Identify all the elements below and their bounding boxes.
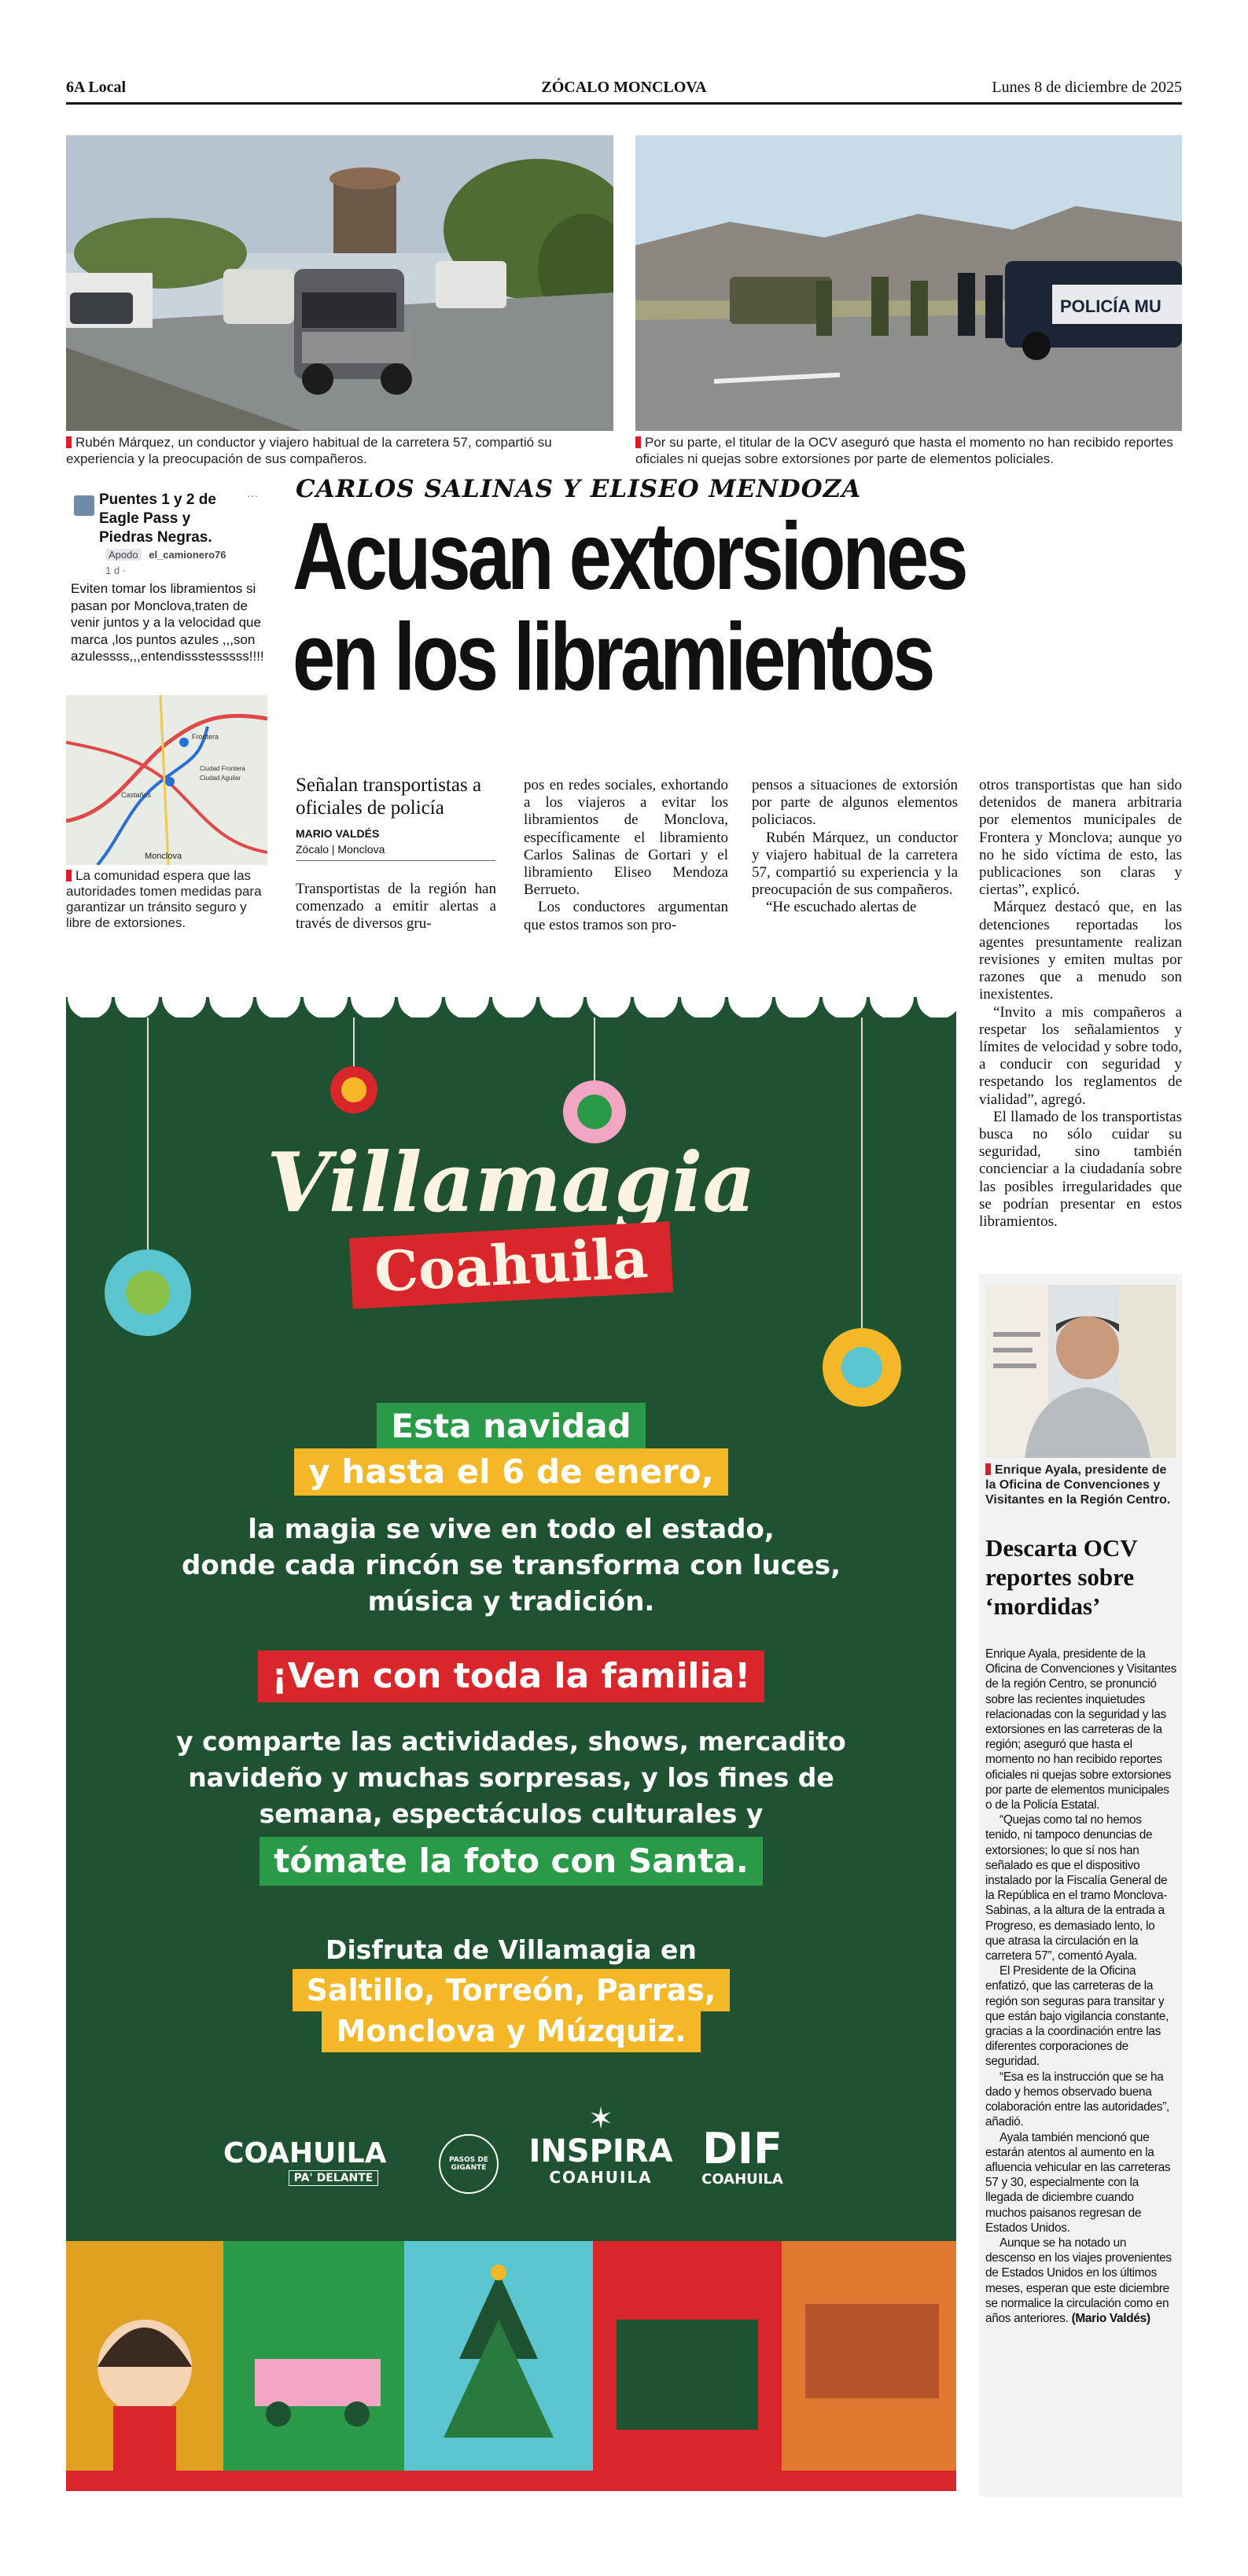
ad-para1: la magia se vive en todo el estado, [248, 1514, 775, 1545]
ad-cities2: Monclova y Múzquiz. [322, 2010, 700, 2052]
map-label-ciudad-aguilar: Ciudad Aguilar [200, 775, 241, 782]
page-header [66, 79, 1182, 104]
headline-line-1: Acusan extorsiones [293, 502, 966, 609]
logo-inspira-star-icon: ✶ [588, 2101, 613, 2136]
ad-santa: tómate la foto con Santa. [260, 1837, 762, 1886]
ad-line1-wrap [66, 1403, 956, 1450]
ad-title: Villamagia [267, 1134, 756, 1231]
logo-pasos-text: PASOS DE GIGANTE [448, 2156, 489, 2172]
logo-pasos-gigante [439, 2134, 499, 2194]
logo-coahuila-text: COAHUILA [223, 2137, 387, 2169]
ad-line2-wrap [66, 1448, 956, 1496]
post-author-row [105, 549, 226, 561]
col4-p1: otros transportistas que han sido detenidos de manera arbitraria por elementos municipales de Frontera y Monclova; aunque yo no he sido víctima de esto, las publicaciones son claras y ciertas”, explicó. [979, 777, 1182, 899]
article-kicker: CARLOS SALINAS Y ELISEO MENDOZA [296, 475, 862, 503]
ad-para2: donde cada rincón se transforma con luces, [182, 1550, 841, 1581]
issue-date: Lunes 8 de diciembre de 2025 [992, 79, 1182, 96]
ad-santa-wrap [66, 1837, 956, 1886]
ad-cities1: Saltillo, Torreón, Parras, [293, 1969, 731, 2011]
ad-illustration-strip [66, 2241, 956, 2491]
section-label: 6A Local [66, 79, 127, 96]
ad-cta-wrap [66, 1650, 956, 1702]
ad-body2: navideño y muchas sorpresas, y los fines de [188, 1762, 834, 1793]
ad-body3: semana, espectáculos culturales y [259, 1798, 764, 1829]
byline-rule [296, 860, 495, 861]
map-label-monclova: Monclova [145, 852, 182, 861]
sidebar-p6: Aunque se ha notado un descenso en los viajes provenientes de Estados Unidos en los últimos meses, esperan que este diciembre se normalice la circulación como en años anteriores. [985, 2236, 1172, 2325]
post-menu-icon[interactable]: ··· [247, 489, 258, 502]
photo-caption-right: Por su parte, el titular de la OCV aseguró que hasta el momento no han recibido reportes oficiales ni quejas sobre extorsiones por parte de elementos policiales. [635, 434, 1182, 467]
police-car-label: POLICÍA MU [1060, 296, 1161, 316]
logo-dif-sub: COAHUILA [701, 2171, 783, 2188]
article-col-4 [979, 777, 1182, 1231]
ad-line1: Esta navidad [377, 1403, 645, 1450]
article-section: Zócalo | Monclova [296, 843, 385, 856]
sidebar-body [985, 1647, 1177, 2326]
col2-p2: Los conductores argumentan que estos tramos son pro- [524, 899, 728, 933]
article-col-3 [752, 777, 958, 917]
logo-dif-text: DIF [702, 2124, 782, 2173]
col4-p3: “Invito a mis compañeros a respetar los señalamientos y límites de velocidad y sobre todo, a conducir con seguridad y respetando los reglamentos de vialidad”, agregó. [979, 1003, 1182, 1108]
col4-p4: El llamado de los transportistas busca no sólo cuidar su seguridad, sino también concienciar a la ciudadanía sobre las posibles irregularidades que se podrían presentar en estos libramientos. [979, 1108, 1182, 1231]
newspaper-name: ZÓCALO MONCLOVA [541, 79, 707, 96]
ad-cities2-wrap [66, 2010, 956, 2052]
sidebar-credit: (Mario Valdés) [1071, 2311, 1150, 2325]
photo-caption-left: Rubén Márquez, un conductor y viajero habitual de la carretera 57, compartió su experiencia y la preocupación de sus compañeros. [66, 434, 613, 467]
logo-inspira [522, 2103, 679, 2186]
social-post [66, 488, 267, 865]
route-map [66, 695, 267, 865]
header-rule [66, 102, 1182, 105]
social-caption: La comunidad espera que las autoridades tomen medidas para garantizar un tránsito seguro y libre de extorsiones. [66, 868, 271, 931]
logo-coahuila [223, 2137, 387, 2186]
ad-cta: ¡Ven con toda la familia! [258, 1650, 765, 1702]
logo-coahuila-sub: PA' DELANTE [289, 2170, 379, 2186]
article-col-1 [296, 881, 496, 933]
sidebar-p4: “Esa es la instrucción que se ha dado y hemos observado buena colaboración entre las autoridades”, añadió. [985, 2070, 1169, 2129]
col1-p1: Transportistas de la región han comenzado a emitir alertas a través de diversos gru- [296, 881, 496, 933]
ad-subtitle-wrap [66, 1224, 956, 1305]
sidebar-p3: El Presidente de la Oficina enfatizó, que las carreteras de la región son seguras para transitar y que están bajo vigilancia constante, gracias a la coordinación entre las diferentes corporaciones de seguridad. [985, 1964, 1169, 2069]
logo-inspira-sub: COAHUILA [549, 2168, 653, 2187]
post-text: Eviten tomar los libramientos si pasan por Monclova,traten de venir juntos y a la velocidad que marca ,los puntos azules ,,,son azulessss,,,entendissstesssss!!!! [71, 581, 264, 664]
sidebar-headline: Descarta OCV reportes sobre ‘mordidas’ [985, 1534, 1138, 1620]
col3-p1: pensos a situaciones de extorsión por parte de algunos elementos policiacos. [752, 777, 958, 829]
sidebar-caption: Enrique Ayala, presidente de la Oficina de Convenciones y Visitantes en la Región Centro. [985, 1463, 1176, 1507]
photo-trucks [66, 135, 613, 431]
headline-line-2: en los libramientos [293, 603, 933, 710]
villamagia-ad [66, 986, 956, 2491]
ad-body1: y comparte las actividades, shows, mercadito [176, 1726, 846, 1757]
logo-dif [687, 2126, 797, 2188]
article-deck: Señalan transportistas a oficiales de policía [296, 775, 482, 819]
ad-cities1-wrap [66, 1969, 956, 2011]
map-label-castanos: Castaños [121, 791, 152, 799]
map-label-ciudad-frontera: Ciudad Frontera [200, 765, 245, 772]
sidebar-box [979, 1274, 1182, 2497]
photo-police [635, 135, 1182, 431]
logo-inspira-text: INSPIRA [528, 2133, 673, 2169]
map-label-frontera: Frontera [192, 733, 219, 741]
article-byline: MARIO VALDÉS [296, 827, 380, 840]
group-avatar [74, 495, 94, 516]
article-col-2 [524, 777, 728, 934]
ad-enjoy: Disfruta de Villamagia en [326, 1934, 697, 1965]
username[interactable]: el_camionero76 [149, 549, 226, 561]
col3-p2: Rubén Márquez, un conductor y viajero habitual de la carretera 57, compartió su experiencia y la preocupación de sus compañeros. [752, 829, 958, 899]
post-group-title: Puentes 1 y 2 de Eagle Pass y Piedras Negras. [99, 491, 216, 546]
user-tag: Apodo [105, 549, 142, 561]
article-headline [293, 502, 1186, 710]
col4-p2: Márquez destacó que, en las detenciones reportadas los agentes presuntamente realizan revisiones y emiten multas por razones que a menudo son inexistentes. [979, 899, 1182, 1003]
post-meta: 1 d · [105, 565, 127, 576]
sidebar-p2: “Quejas como tal no hemos tenido, ni tampoco denuncias de extorsiones; lo que sí nos han señalado es que el dispositivo instalado por la Fiscalía General de la República en el tramo Monclova-Sabinas, a la altura de la entrada a Progreso, es demasiado lento, lo que atrasa la circulación en la carretera 57”, comentó Ayala. [985, 1813, 1168, 1963]
sidebar-p1: Enrique Ayala, presidente de la Oficina de Convenciones y Visitantes de la región Centro, se pronunció sobre las recientes inquietudes relacionadas con la seguridad y las extorsiones en las carreteras de la región; aseguró que hasta el momento no han recibido reportes oficiales ni quejas sobre extorsiones por parte de elementos municipales o de la Policía Estatal. [985, 1647, 1177, 1812]
sidebar-photo [985, 1285, 1176, 1458]
ad-line2: y hasta el 6 de enero, [294, 1448, 727, 1496]
sidebar-p5: Ayala también mencionó que estarán atentos al aumento en la afluencia vehicular en las carreteras 57 y 30, especialmente con la llegada de diciembre cuando muchos paisanos regresan de Estados Unidos. [985, 2130, 1171, 2235]
col2-p1: pos en redes sociales, exhortando a los viajeros a evitar los libramientos de Monclova, específicamente el libramiento Carlos Salinas de Gortari y el libramiento Eliseo Mendoza Berrueto. [524, 777, 728, 899]
ad-subtitle: Coahuila [349, 1221, 673, 1308]
col3-p3: “He escuchado alertas de [766, 899, 917, 916]
ad-para3: música y tradición. [367, 1586, 655, 1617]
